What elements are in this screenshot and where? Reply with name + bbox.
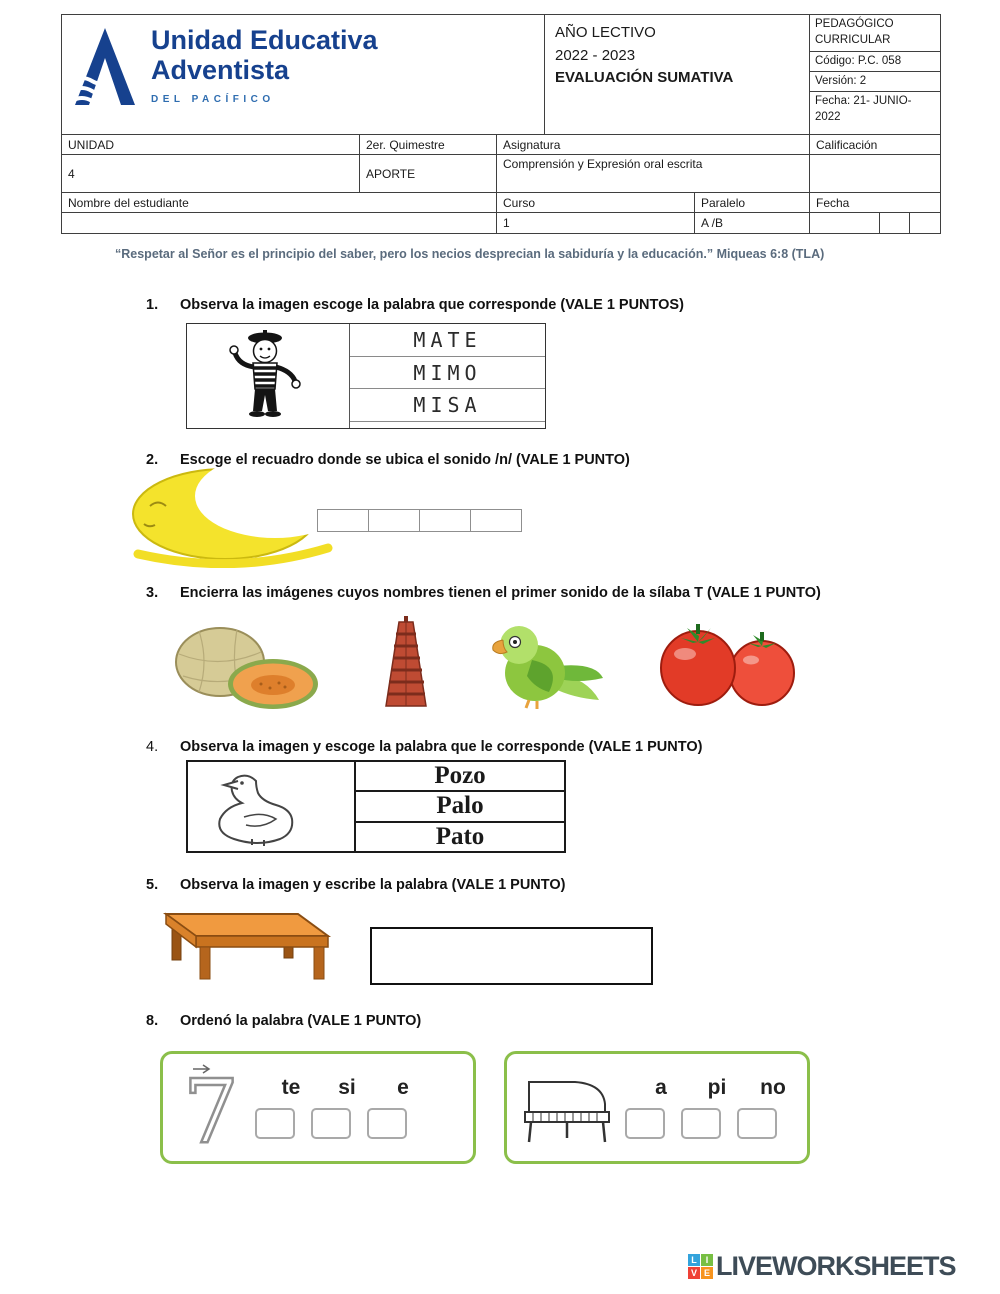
- pedagogico-label: PEDAGÓGICO CURRICULAR: [810, 15, 940, 52]
- q2-sound-boxes: [317, 509, 522, 532]
- nombre-value-cell[interactable]: [62, 213, 497, 233]
- paralelo-label: Paralelo: [695, 193, 810, 212]
- header-table: [61, 14, 941, 234]
- bible-quote: “Respetar al Señor es el principio del saber, pero los necios desprecian la sabiduría y la educación.” Miqueas 6:8 (TLA): [115, 247, 825, 261]
- question-8-number: 8.: [146, 1013, 159, 1029]
- question-4-number: 4.: [146, 739, 159, 755]
- school-name-line2: Adventista: [151, 55, 290, 86]
- school-logo-cell: [62, 15, 545, 134]
- version-label: Versión: 2: [810, 72, 940, 92]
- calificacion-label: Calificación: [816, 137, 878, 152]
- q1-option-mate[interactable]: MATE: [350, 324, 545, 357]
- piano-image: [517, 1070, 617, 1146]
- aporte-value: APORTE: [360, 155, 497, 192]
- question-5-text: Observa la imagen y escribe la palabra (VALE 1 PUNTO): [180, 877, 566, 893]
- asignatura-label: Asignatura: [497, 135, 810, 154]
- unidad-value: 4: [62, 155, 360, 192]
- question-3-title: [146, 585, 821, 601]
- melon-image[interactable]: [173, 622, 321, 715]
- q8-siete-box-2[interactable]: [311, 1108, 351, 1139]
- paralelo-value: A /B: [695, 213, 810, 233]
- question-2-number: 2.: [146, 452, 159, 468]
- q1-options: [350, 324, 545, 428]
- q1-image-box: [186, 323, 546, 429]
- tomatoes-image[interactable]: [641, 616, 809, 713]
- question-5-number: 5.: [146, 877, 159, 893]
- q8-siete-box-3[interactable]: [367, 1108, 407, 1139]
- curso-value: 1: [497, 213, 695, 233]
- duck-image: [188, 762, 356, 851]
- school-subtitle: DEL PACÍFICO: [151, 94, 275, 106]
- q4-option-pozo[interactable]: Pozo: [356, 762, 564, 792]
- question-4-title: [146, 739, 702, 755]
- question-8-title: [146, 1013, 421, 1029]
- liveworksheets-icon: L I V E: [688, 1254, 713, 1279]
- header-center-cell: [545, 15, 810, 134]
- q4-options: [356, 762, 564, 851]
- anio-lectivo-label: AÑO LECTIVO: [555, 24, 656, 41]
- q8-piano-box-1[interactable]: [625, 1108, 665, 1139]
- q2-sound-box-2[interactable]: [368, 509, 420, 532]
- q4-option-palo[interactable]: Palo: [356, 792, 564, 822]
- codigo-label: Código: P.C. 058: [810, 52, 940, 72]
- evaluacion-title: EVALUACIÓN SUMATIVA: [555, 69, 734, 86]
- school-logo-icon: [72, 25, 138, 113]
- q4-option-pato[interactable]: Pato: [435, 822, 485, 850]
- q8-piano-answer-area: [625, 1076, 793, 1139]
- q2-sound-box-4[interactable]: [470, 509, 522, 532]
- question-1-number: 1.: [146, 297, 159, 313]
- q8-syllable-pi: pi: [707, 1076, 727, 1099]
- q4-image-box: [186, 760, 566, 853]
- liveworksheets-brand: [688, 1251, 956, 1282]
- question-8-text: Ordenó la palabra (VALE 1 PUNTO): [180, 1013, 422, 1029]
- curso-label: Curso: [497, 193, 695, 212]
- fecha-value-cell-3[interactable]: [910, 213, 940, 233]
- nombre-label: Nombre del estudiante: [62, 193, 497, 212]
- question-3-text: Encierra las imágenes cuyos nombres tienen el primer sonido de la sílaba T (VALE 1 PUNTO): [180, 585, 821, 601]
- q8-piano-box-3[interactable]: [737, 1108, 777, 1139]
- fecha-value-cell-2[interactable]: [880, 213, 910, 233]
- q2-sound-box-1[interactable]: [317, 509, 369, 532]
- q8-syllable-a: a: [655, 1076, 667, 1099]
- question-4-text: Observa la imagen y escoge la palabra que le corresponde (VALE 1 PUNTO): [180, 739, 703, 755]
- q2-sound-box-3[interactable]: [419, 509, 471, 532]
- question-1-text: Observa la imagen escoge la palabra que corresponde (VALE 1 PUNTOS): [180, 297, 684, 313]
- question-5-title: [146, 877, 565, 893]
- number-seven-image: [173, 1062, 247, 1154]
- q1-option-mimo[interactable]: MIMO: [350, 357, 545, 390]
- question-3-number: 3.: [146, 585, 159, 601]
- q5-answer-box[interactable]: [370, 927, 653, 985]
- q8-syllable-e: e: [397, 1076, 409, 1099]
- fecha-value-cell-1[interactable]: [810, 213, 880, 233]
- q8-siete-answer-area: [255, 1076, 423, 1139]
- anio-lectivo-years: 2022 - 2023: [555, 46, 636, 64]
- asignatura-value: Comprensión y Expresión oral escrita: [497, 155, 810, 192]
- parrot-image[interactable]: [477, 618, 609, 715]
- q1-option-misa[interactable]: MISA: [350, 389, 545, 422]
- header-right-cell: [810, 15, 940, 134]
- question-1-title: [146, 297, 684, 313]
- q8-siete-box-1[interactable]: [255, 1108, 295, 1139]
- calificacion-value-cell[interactable]: [810, 155, 940, 192]
- school-name-line1: Unidad Educativa: [151, 25, 378, 55]
- liveworksheets-wordmark: LIVEWORKSHEETS: [716, 1251, 956, 1281]
- quimestre-label: 2er. Quimestre: [360, 135, 497, 154]
- svg-text:7: 7: [183, 1061, 239, 1154]
- fecha-label: Fecha: [816, 195, 850, 210]
- question-2-text: Escoge el recuadro donde se ubica el sonido /n/ (VALE 1 PUNTO): [180, 452, 630, 468]
- unidad-label: UNIDAD: [62, 135, 360, 154]
- q8-piano-box-2[interactable]: [681, 1108, 721, 1139]
- fecha-doc-label: Fecha: 21- JUNIO-2022: [815, 95, 912, 123]
- q8-syllable-si: si: [338, 1076, 356, 1099]
- tower-image[interactable]: [360, 614, 452, 717]
- table-image: [138, 902, 336, 993]
- q8-syllable-no: no: [760, 1076, 786, 1099]
- q8-group-piano: [504, 1051, 810, 1164]
- mime-image: [187, 324, 350, 428]
- q8-syllable-te: te: [281, 1076, 301, 1099]
- q8-group-siete: [160, 1051, 476, 1164]
